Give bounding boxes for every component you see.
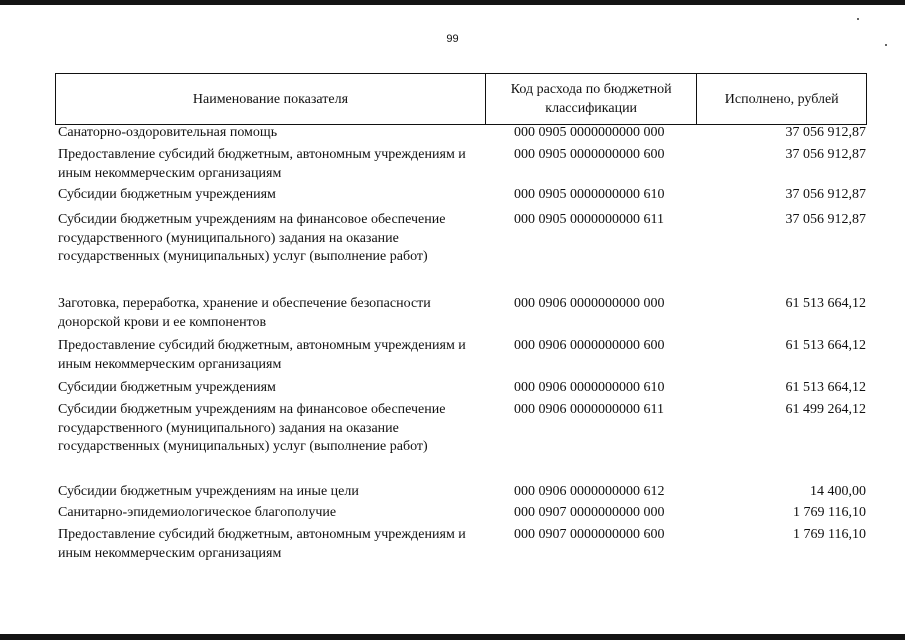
row-name: Санаторно-оздоровительная помощь [58, 125, 278, 140]
row-code: 000 0907 0000000000 000 [514, 505, 665, 520]
row-name: Санитарно-эпидемиологическое благополучие [58, 505, 337, 520]
header-code: Код расхода по бюджетной классификации [485, 74, 697, 124]
table-row [55, 504, 867, 523]
row-name: Субсидии бюджетным учреждениям на финансовое обеспечение государственного (муниципального) задания на оказание государственных (муниципальных) услуг (выполнение работ) [58, 212, 446, 264]
row-amount: 61 499 264,12 [785, 402, 866, 417]
row-name: Заготовка, переработка, хранение и обеспечение безопасности донорской крови и ее компонентов [58, 296, 431, 330]
table-row [55, 146, 867, 183]
row-code: 000 0906 0000000000 612 [514, 484, 665, 499]
table-row [55, 124, 867, 143]
row-code: 000 0906 0000000000 611 [514, 402, 664, 417]
row-code: 000 0905 0000000000 611 [514, 212, 664, 227]
scan-edge-bottom [0, 634, 905, 640]
table-row [55, 295, 867, 332]
row-amount: 14 400,00 [810, 484, 866, 499]
budget-table [55, 73, 867, 561]
row-code: 000 0905 0000000000 610 [514, 187, 665, 202]
row-name: Предоставление субсидий бюджетным, автономным учреждениям и иным некоммерческим организациям [58, 147, 466, 181]
table-row [55, 526, 867, 563]
header-name: Наименование показателя [192, 91, 349, 107]
row-name: Субсидии бюджетным учреждениям на финансовое обеспечение государственного (муниципального) задания на оказание государственных (муниципальных) услуг (выполнение работ) [58, 402, 446, 454]
row-code: 000 0906 0000000000 000 [514, 296, 665, 311]
row-amount: 61 513 664,12 [785, 338, 866, 353]
row-code: 000 0905 0000000000 600 [514, 147, 665, 162]
row-name: Субсидии бюджетным учреждениям [58, 187, 276, 202]
header-amount: Исполнено, рублей [696, 74, 866, 124]
row-amount: 37 056 912,87 [785, 147, 866, 162]
row-amount: 61 513 664,12 [785, 296, 866, 311]
scan-edge-top [0, 0, 905, 5]
table-row [55, 483, 867, 502]
row-code: 000 0905 0000000000 000 [514, 125, 665, 140]
row-name: Субсидии бюджетным учреждениям [58, 380, 276, 395]
row-code: 000 0906 0000000000 610 [514, 380, 665, 395]
row-amount: 1 769 116,10 [793, 527, 866, 542]
row-amount: 37 056 912,87 [785, 187, 866, 202]
row-name: Субсидии бюджетным учреждениям на иные цели [58, 484, 359, 499]
page-number: 99 [446, 33, 459, 45]
row-name: Предоставление субсидий бюджетным, автономным учреждениям и иным некоммерческим организациям [58, 527, 466, 561]
row-amount: 61 513 664,12 [785, 380, 866, 395]
table-header [55, 73, 867, 125]
table-row [55, 401, 867, 457]
row-amount: 37 056 912,87 [785, 125, 866, 140]
table-row [55, 379, 867, 398]
table-row [55, 186, 867, 205]
table-row [55, 211, 867, 267]
scan-speck [857, 18, 859, 20]
row-amount: 1 769 116,10 [793, 505, 866, 520]
row-name: Предоставление субсидий бюджетным, автономным учреждениям и иным некоммерческим организациям [58, 338, 466, 372]
row-code: 000 0906 0000000000 600 [514, 338, 665, 353]
table-row [55, 337, 867, 374]
row-code: 000 0907 0000000000 600 [514, 527, 665, 542]
row-amount: 37 056 912,87 [785, 212, 866, 227]
